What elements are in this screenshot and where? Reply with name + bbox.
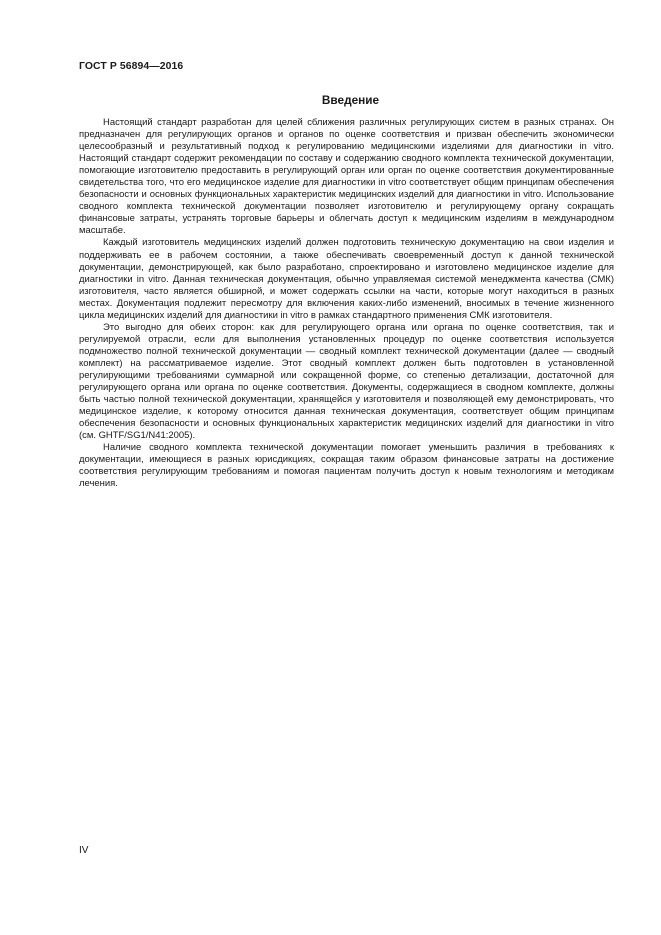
section-title: Введение <box>321 93 380 107</box>
paragraph: Наличие сводного комплекта технической документации помогает уменьшить различия в требованиях к документации, имеющиеся в разных юрисдикциях, сокращая таким образом финансовые затраты на достижение соответствия регулирующим требованиям и помогая пациентам получить доступ к новым технологиям и методикам лечения. <box>79 442 614 490</box>
document-code: ГОСТ Р 56894—2016 <box>79 61 184 72</box>
page-number: IV <box>79 845 89 856</box>
paragraph: Каждый изготовитель медицинских изделий должен подготовить техническую документацию на свои изделия и поддерживать ее в рабочем состоянии, а также обеспечивать своевременный доступ к данной технической документации, демонстрирующей, как было разработано, спроектировано и изготовлено медицинское изделие для диагностики in vitro. Данная техническая документация, обычно управляемая системой менеджмента качества (СМК) изготовителя, часто является обширной, и может содержать ссылки на части, которые могут находиться в разных местах. Документация подлежит пересмотру для включения каких-либо изменений, вносимых в течение жизненного цикла медицинских изделий для диагностики in vitro в рамках стандартного применения СМК изготовителя. <box>79 237 614 321</box>
paragraph: Это выгодно для обеих сторон: как для регулирующего органа или органа по оценке соответствия, так и регулируемой отрасли, если для выполнения установленных процедур по оценке соответствия используется подмножество полной технической документации — сводный комплект технической документации (далее — сводный комплект) на рассматриваемое изделие. Этот сводный комплект должен быть подготовлен в установленной регулирующими требованиями суммарной или сокращенной форме, со степенью детализации, достаточной для регулирующего органа или органа по оценке соответствия. Документы, содержащиеся в сводном комплекте, должны быть частью полной технической документации, хранящейся у изготовителя и позволяющей ему демонстрировать, что медицинское изделие, к которому относится данная техническая документация, соответствует общим принципам обеспечения безопасности и основных функциональных характеристик медицинских изделий для диагностики in vitro (см. GHTF/SG1/N41:2005). <box>79 321 614 442</box>
paragraph: Настоящий стандарт разработан для целей сближения различных регулирующих систем в разных странах. Он предназначен для регулирующих органов и органов по оценке соответствия и призван обеспечить экономически целесообразный и результативный подход к регулированию медицинскими изделиями для диагностики in vitro. Настоящий стандарт содержит рекомендации по составу и содержанию сводного комплекта технической документации, помогающие изготовителю предоставить в регулирующий орган или орган по оценке соответствия документированные свидетельства того, что его медицинское изделие для диагностики in vitro соответствует общим принципам обеспечения безопасности и основных функциональных характеристик медицинских изделий для диагностики in vitro. Использование сводного комплекта технической документации позволяет изготовителю и регулирующему органу сокращать финансовые затраты, устранять торговые барьеры и облегчать доступ к медицинским изделиям в международном масштабе. <box>79 117 614 237</box>
introduction-body <box>79 117 614 490</box>
